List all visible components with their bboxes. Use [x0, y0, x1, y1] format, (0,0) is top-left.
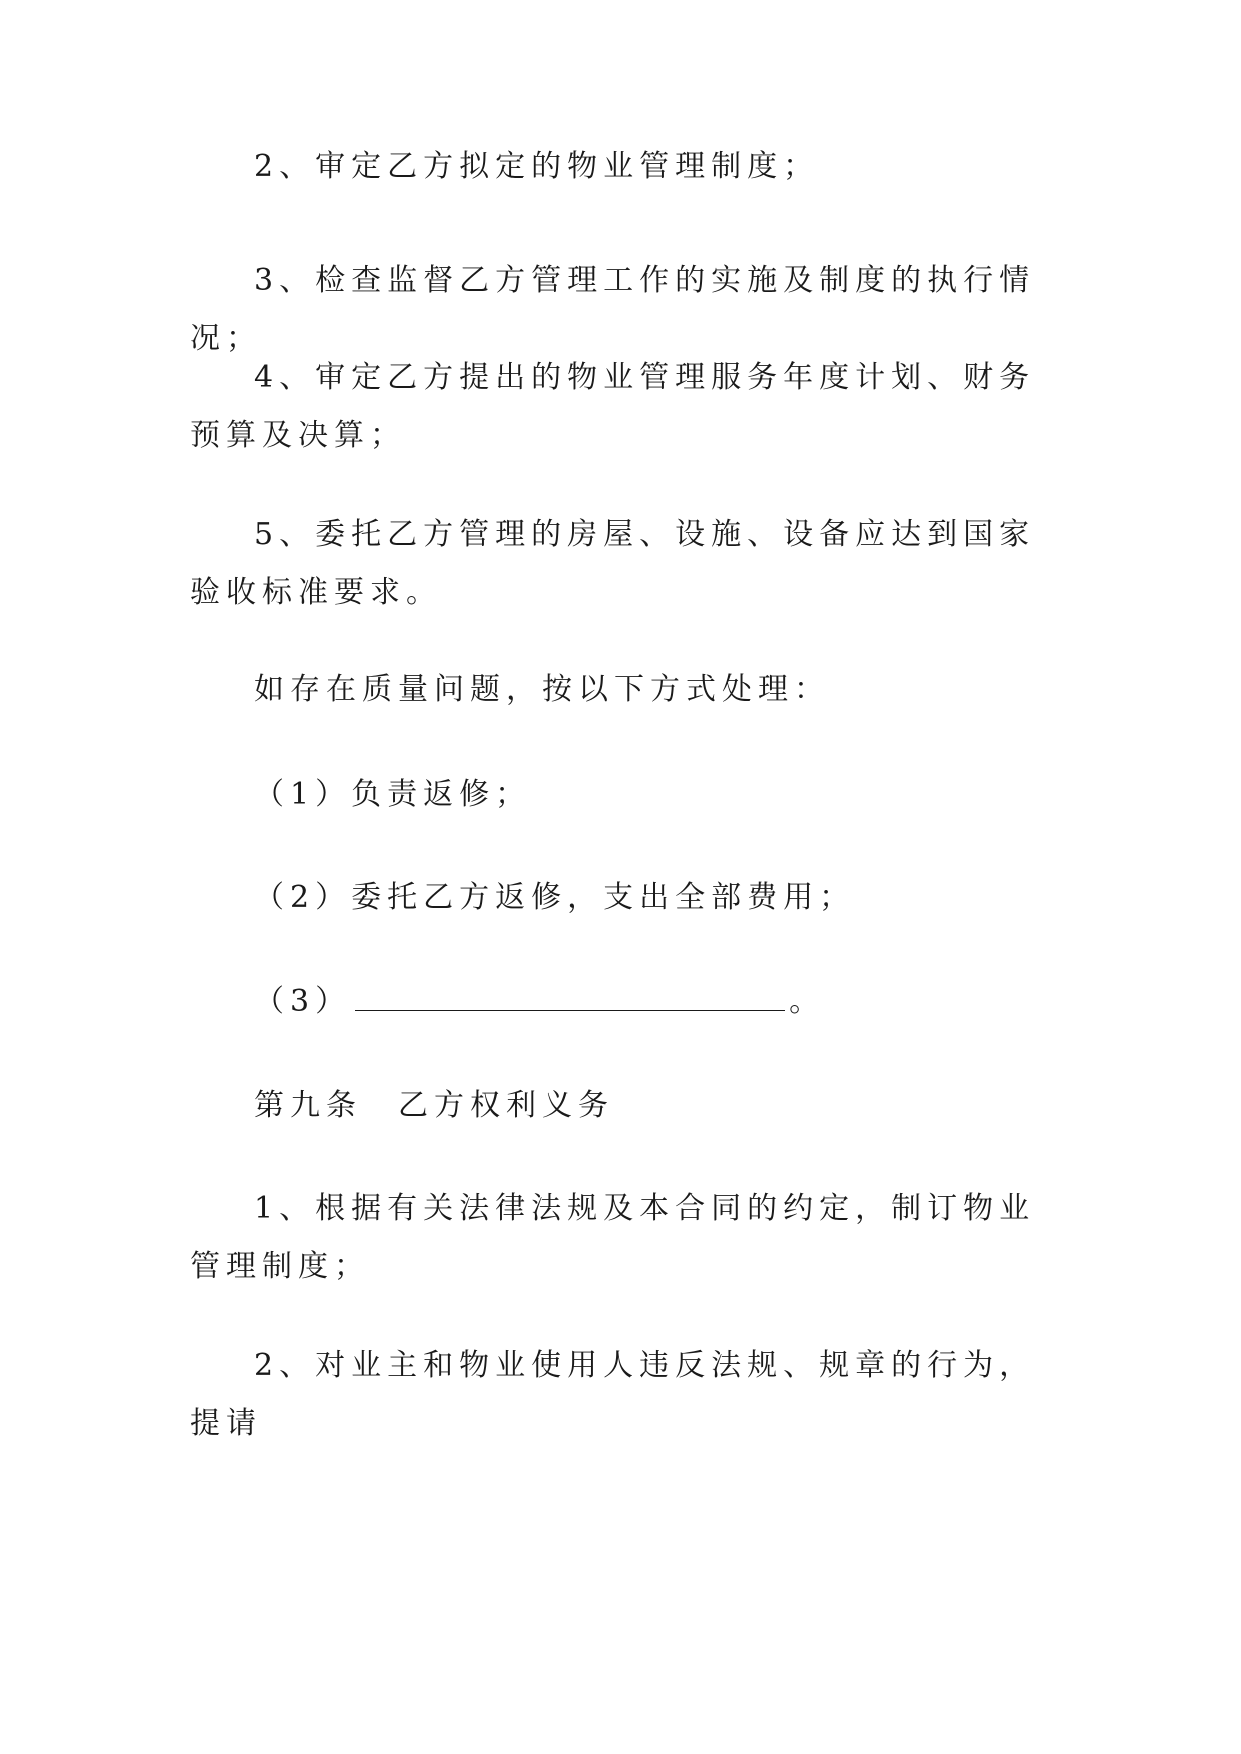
list-item-blank-prefix: （3） [254, 984, 352, 1019]
paragraph-violations: 2、对业主和物业使用人违反法规、规章的行为，提请 [190, 1348, 1036, 1441]
paragraph-supervise: 3、检查监督乙方管理工作的实施及制度的执行情况； [190, 263, 1036, 356]
paragraph-formulate-rules: 1、根据有关法律法规及本合同的约定，制订物业管理制度； [190, 1191, 1036, 1284]
paragraph-review-rules: 2、审定乙方拟定的物业管理制度； [254, 149, 820, 184]
list-item-blank-suffix: 。 [789, 984, 826, 1019]
section-heading-article-9: 第九条 乙方权利义务 [254, 1088, 614, 1123]
list-item-repair: （1）负责返修； [254, 777, 532, 812]
list-item-blank [190, 973, 1050, 1031]
paragraph-acceptance-standard: 5、委托乙方管理的房屋、设施、设备应达到国家验收标准要求。 [190, 517, 1036, 610]
paragraph-quality-issues: 如存在质量问题，按以下方式处理： [254, 672, 830, 707]
list-item-delegate-repair: （2）委托乙方返修，支出全部费用； [254, 880, 856, 915]
fill-in-blank [355, 986, 785, 1011]
paragraph-annual-plan: 4、审定乙方提出的物业管理服务年度计划、财务预算及决算； [190, 360, 1036, 453]
